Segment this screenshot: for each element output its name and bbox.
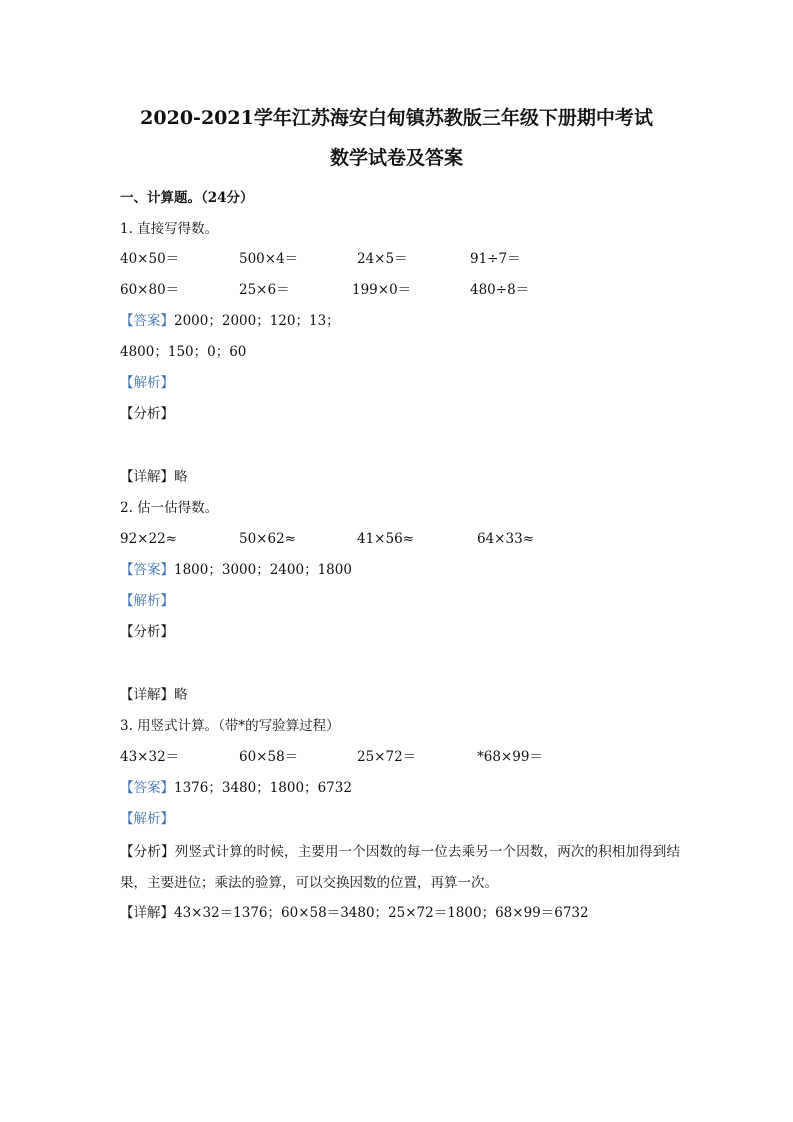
expression: 91÷7＝: [470, 251, 521, 267]
question-3-prompt: 3. 用竖式计算。（带*的写验算过程）: [120, 718, 340, 734]
question-2-row-1: [0, 530, 793, 548]
expression: 60×80＝: [120, 282, 180, 298]
answer-text: 1800；3000；2400；1800: [174, 562, 352, 578]
question-1-fenxi-tag: 【分析】: [120, 406, 174, 422]
detail-text: 略: [174, 687, 188, 703]
answer-text: 2000；2000；120；13；: [174, 313, 340, 329]
detail-text: 略: [174, 469, 188, 485]
question-1-row-1: [0, 250, 793, 268]
question-3-row-1: [0, 748, 793, 766]
expression: 64×33≈: [477, 531, 534, 547]
fenxi-tag: 【分析】: [120, 844, 175, 860]
question-2-prompt: 2. 估一估得数。: [120, 500, 219, 516]
detail-tag: 【详解】: [120, 469, 174, 485]
expression: 92×22≈: [120, 531, 177, 547]
question-1-prompt: 1. 直接写得数。: [120, 221, 219, 237]
question-1-answer-line-2: 4800；150；0；60: [120, 344, 247, 360]
question-1-row-2: [0, 281, 793, 299]
expression: 43×32＝: [120, 749, 180, 765]
question-3-analysis-tag: 【解析】: [120, 811, 174, 827]
expression: 24×5＝: [357, 251, 408, 267]
expression: 199×0＝: [352, 282, 412, 298]
question-1-answer: [120, 312, 340, 330]
question-3-fenxi: [120, 837, 680, 899]
question-2-analysis-tag: 【解析】: [120, 593, 174, 609]
expression: 480÷8＝: [470, 282, 530, 298]
answer-tag: 【答案】: [120, 780, 174, 796]
question-2-fenxi-tag: 【分析】: [120, 624, 174, 640]
expression: 25×6＝: [239, 282, 290, 298]
question-3-detail: [120, 904, 589, 922]
expression: 25×72＝: [357, 749, 417, 765]
expression: 50×62≈: [239, 531, 296, 547]
expression: 41×56≈: [357, 531, 414, 547]
detail-tag: 【详解】: [120, 905, 174, 921]
fenxi-text: 列竖式计算的时候，主要用一个因数的每一位去乘另一个因数，两次的积相加得到结果，主要进位；乘法的验算，可以交换因数的位置，再算一次。: [120, 844, 681, 891]
answer-tag: 【答案】: [120, 313, 174, 329]
question-2-detail: [120, 686, 188, 704]
expression: 60×58＝: [239, 749, 299, 765]
expression: *68×99＝: [477, 749, 543, 765]
question-1-analysis-tag: 【解析】: [120, 375, 174, 391]
answer-text: 1376；3480；1800；6732: [174, 780, 352, 796]
expression: 40×50＝: [120, 251, 180, 267]
detail-text: 43×32＝1376；60×58＝3480；25×72＝1800；68×99＝6732: [174, 905, 589, 921]
document-title-line1: 2020-2021学年江苏海安白甸镇苏教版三年级下册期中考试: [140, 107, 653, 129]
detail-tag: 【详解】: [120, 687, 174, 703]
answer-tag: 【答案】: [120, 562, 174, 578]
document-title-line2: 数学试卷及答案: [329, 147, 463, 169]
question-2-answer: [120, 561, 352, 579]
question-1-detail: [120, 468, 188, 486]
section-heading: 一、计算题。（24分）: [120, 190, 254, 206]
question-3-answer: [120, 779, 352, 797]
expression: 500×4＝: [239, 251, 299, 267]
